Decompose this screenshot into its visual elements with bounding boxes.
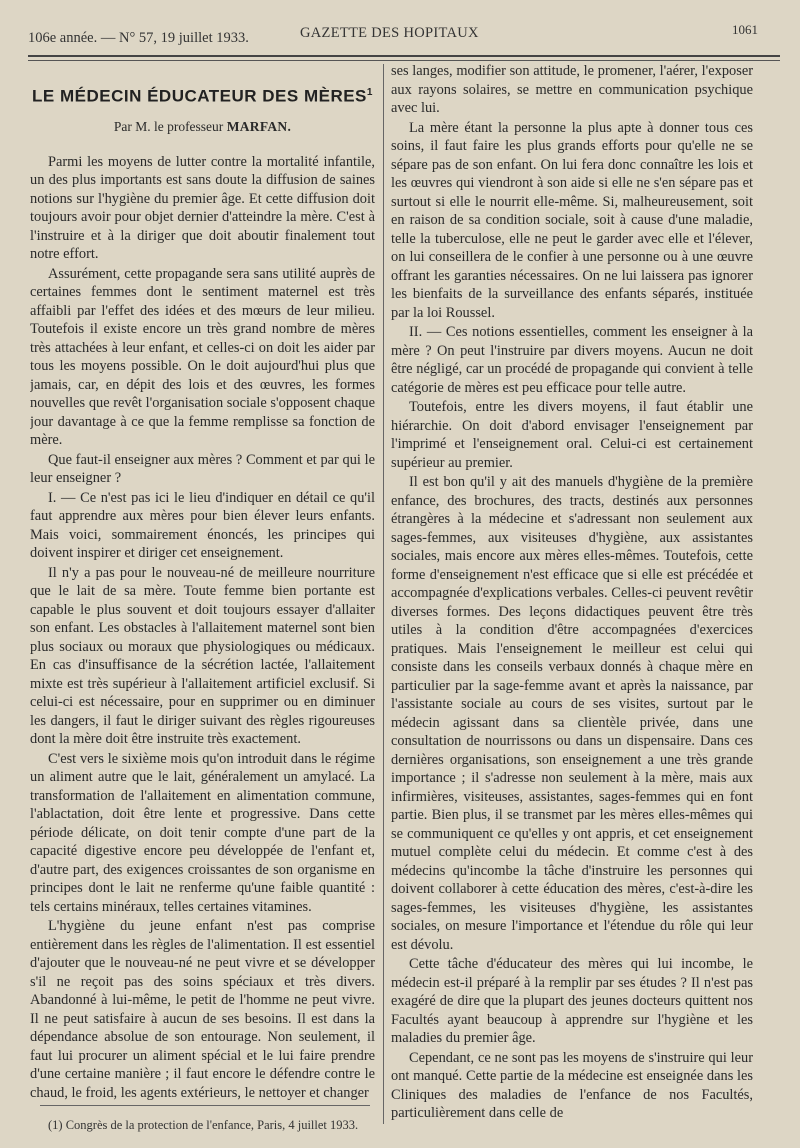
page-header <box>28 22 758 50</box>
byline-author: MARFAN. <box>226 119 292 135</box>
paragraph: L'hygiène du jeune enfant n'est pas comprise entièrement dans les règles de l'alimentation. Il est essentiel d'ajouter que le nouveau-né ne peut vivre et se développer s'il ne reçoit pas des soins spéciaux et très divers. Abandonné à lui-même, le petit de l'homme ne peut vivre. Il ne peut satisfaire à aucun de ses besoins. Il est dans la dépendance absolue de son entourage. Non seulement, il faut lui procurer un aliment spécial et le lui faire prendre d'une certaine manière ; il faut encore le défendre contre le chaud, le froid, les agents extérieurs, le nettoyer et changer <box>30 918 375 1101</box>
article-title <box>30 84 375 106</box>
right-column <box>391 62 753 1132</box>
footnote-rule <box>40 1105 370 1106</box>
paragraph: ses langes, modifier son attitude, le promener, l'aérer, l'exposer aux rayons solaires, se mettre en communication psychique avec lui. <box>391 63 753 116</box>
title-footnote-marker: 1 <box>366 87 373 98</box>
header-rule-thick <box>28 55 780 57</box>
column-divider <box>383 64 384 1124</box>
article-byline <box>30 118 375 137</box>
paragraph: Il n'y a pas pour le nouveau-né de meilleure nourriture que le lait de sa mère. Toute femme bien portante est capable le plus souvent et doit toujours essayer d'allaiter son enfant. Les obstacles à l'allaitement maternel sont bien plus sociaux ou moraux que physiologiques ou médicaux. En cas d'insuffisance de la sécrétion lactée, l'allaitement mixte est très supérieur à l'allaitement artificiel exclusif. Si celui-ci est nécessaire, pour en supprimer ou en diminuer les dangers, il faut le diriger suivant des règles rigoureuses dont la mère doit être instruite très exactement. <box>30 564 375 748</box>
page-number: 1061 <box>732 22 758 37</box>
paragraph: Parmi les moyens de lutter contre la mortalité infantile, un des plus importants est sans doute la diffusion de saines notions sur l'hygiène du premier âge. Et cette diffusion doit toujours avoir pour objet dernier d'atteindre la mère. C'est à l'instruire et à la diriger que doit aboutir finalement tout notre effort. <box>30 153 375 263</box>
article-title-text: LE MÉDECIN ÉDUCATEUR DES MÈRES <box>32 86 367 106</box>
paragraph: Assurément, cette propagande sera sans utilité auprès de certaines femmes dont le sentiment maternel est très affaibli par l'effet des idées et des mœurs de leur milieu. Toutefois il existe encore un très grand nombre de mères très attachées à leur enfant, et celles-ci on doit les aider par tous les moyens possible. On le doit aujourd'hui plus que jamais, car, en dépit des lois et des œuvres, les formes nouvelles que revêt l'organisation sociale s'opposent chaque jour davantage à ce que la femme remplisse sa fonction de mère. <box>30 265 375 449</box>
footnote: (1) Congrès de la protection de l'enfance, Paris, 4 juillet 1933. <box>48 1118 359 1132</box>
paragraph: Il est bon qu'il y ait des manuels d'hygiène de la première enfance, des brochures, des tracts, destinés aux personnes étrangères à la médecine et s'adressant non seulement aux sages-femmes, aux visiteuses d'hygiène, aux assistantes sociales, mais encore aux mères elles-mêmes. Toutefois, cette forme d'enseignement n'est efficace que si elle est précédée et accompagnée d'explications verbales. Celles-ci peuvent revêtir diverses formes. Des leçons didactiques peuvent être très utiles à la condition d'être accompagnées d'exercices pratiques. Mais l'enseignement le meilleur est celui qui consiste dans les conseils verbaux donnés à chaque mère en particulier par la sage-femme avant et après la naissance, par l'assistante sociale au cours de ses visites, surtout par le médecin agissant dans sa clientèle privée, dans une consultation de nourrissons ou dans un dispensaire. Dans ces dernières organisations, son enseignement a une très grande importance ; il s'adresse non seulement à la mère, mais aux infirmières, visiteuses, assistantes, sages-femmes qui en font partie. Bien plus, il se transmet par les mères elles-mêmes qui se communiquent ce qu'elles y ont appris, et cet enseignement mutuel complète celui du médecin. Et comme c'est à des médecins qu'incombe la tâche d'instruire les personnes qui doivent collaborer à cette éducation des mères, c'est-à-dire les sages-femmes, les visiteuses d'hygiène, les assistantes sociales, on mesure l'importance et l'étendue du rôle qui leur est dévolu. <box>391 474 753 953</box>
byline-prefix: Par M. le professeur <box>113 119 224 135</box>
paragraph: Cette tâche d'éducateur des mères qui lui incombe, le médecin est-il préparé à la remplir par ses études ? Il n'est pas exagéré de dire que la plupart des jeunes docteurs quittent nos Facultés ayant beaucoup à apprendre sur l'hygiène et les maladies du premier âge. <box>391 956 753 1046</box>
paragraph: Que faut-il enseigner aux mères ? Comment et par qui le leur enseigner ? <box>30 451 375 487</box>
publication-title: GAZETTE DES HOPITAUX <box>300 25 479 41</box>
header-rule-thin <box>28 60 780 61</box>
paragraph: C'est vers le sixième mois qu'on introduit dans le régime un aliment autre que le lait, généralement un amylacé. La transformation de l'allaitement en alimentation commune, l'ablactation, doit être lente et progressive. Dans cette période délicate, on doit tenir compte d'une part de la capacité digestive encore peu développée de l'enfant et, d'autre part, des exigences croissantes de son organisme en principes dont le lait ne renferme qu'une faible quantité : tels certains minéraux, telles certaines vitamines. <box>30 750 375 915</box>
issue-info: 106e année. — N° 57, 19 juillet 1933. <box>28 30 249 46</box>
left-column <box>30 70 375 1120</box>
paragraph: II. — Ces notions essentielles, comment les enseigner à la mère ? On peut l'instruire par divers moyens. Aucun ne doit être négligé, car un procédé de propagande qui convient à telle catégorie de mères est peu efficace pour telle autre. <box>391 324 753 396</box>
paragraph: Toutefois, entre les divers moyens, il faut établir une hiérarchie. On doit d'abord envisager l'enseignement par l'imprimé et l'enseignement oral. Celui-ci est certainement supérieur au premier. <box>391 399 753 471</box>
paragraph: I. — Ce n'est pas ici le lieu d'indiquer en détail ce qu'il faut apprendre aux mères pour bien élever leurs enfants. Mais voici, sommairement énoncés, les principes qui doivent inspirer et diriger cet enseignement. <box>30 489 375 562</box>
paragraph: Cependant, ce ne sont pas les moyens de s'instruire qui leur ont manqué. Cette partie de la médecine est enseignée dans les Cliniques des maladies de l'enfance de nos Facultés, particulièrement dans celle de <box>391 1049 753 1121</box>
paragraph: La mère étant la personne la plus apte à donner tous ces soins, il faut faire les plus grands efforts pour qu'elle ne se sépare pas de son enfant. On lui fera donc connaître les lois et les œuvres qui viendront à son aide si elle ne s'en sépare pas et surtout si elle le nourrit elle-même. Si, malheureusement, soit en raison de sa condition sociale, soit à cause d'une maladie, telle la tuberculose, elle ne peut le garder avec elle et l'élever, on lui conseillera de le confier à une personne ou à une œuvre offrant les garanties nécessaires. On ne lui laissera pas ignorer les bienfaits de la surveillance des enfants séparés, instituée par la loi Roussel. <box>391 119 753 321</box>
